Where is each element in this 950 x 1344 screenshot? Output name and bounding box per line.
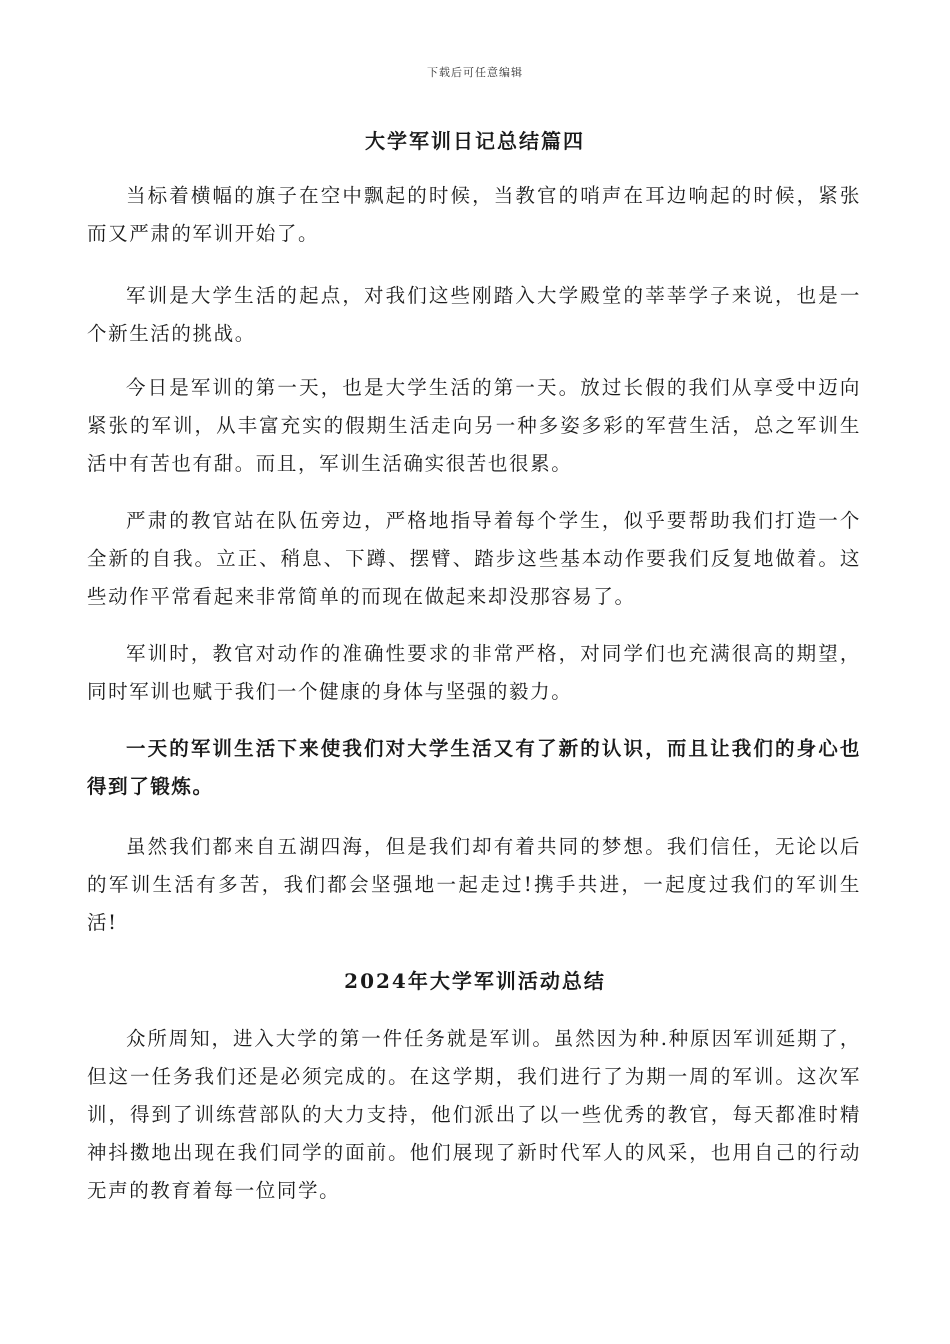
paragraph: 当标着横幅的旗子在空中飘起的时候，当教官的哨声在耳边响起的时候，紧张而又严肃的军训开始了。 <box>87 184 861 245</box>
paragraph: 虽然我们都来自五湖四海，但是我们却有着共同的梦想。我们信任，无论以后的军训生活有多苦，我们都会坚强地一起走过!携手共进，一起度过我们的军训生活! <box>87 835 861 934</box>
header-note: 下载后可任意编辑 <box>427 66 523 79</box>
section-title: 大学军训日记总结篇四 <box>365 129 585 153</box>
paragraph: 众所周知，进入大学的第一件任务就是军训。虽然因为种.种原因军训延期了，但这一任务我们还是必须完成的。在这学期，我们进行了为期一周的军训。这次军训，得到了训练营部队的大力支持，他们派出了以一些优秀的教官，每天都准时精神抖擞地出现在我们同学的面前。他们展现了新时代军人的风采，也用自己的行动无声的教育着每一位同学。 <box>87 1027 861 1202</box>
paragraph: 今日是军训的第一天，也是大学生活的第一天。放过长假的我们从享受中迈向紧张的军训，从丰富充实的假期生活走向另一种多姿多彩的军营生活，总之军训生活中有苦也有甜。而且，军训生活确实很苦也很累。 <box>87 376 861 475</box>
paragraph: 严肃的教官站在队伍旁边，严格地指导着每个学生，似乎要帮助我们打造一个全新的自我。立正、稍息、下蹲、摆臂、踏步这些基本动作要我们反复地做着。这些动作平常看起来非常简单的而现在做起来却没那容易了。 <box>87 509 861 608</box>
bold-paragraph: 一天的军训生活下来使我们对大学生活又有了新的认识，而且让我们的身心也得到了锻炼。 <box>87 737 861 798</box>
paragraph: 军训是大学生活的起点，对我们这些刚踏入大学殿堂的莘莘学子来说，也是一个新生活的挑战。 <box>87 284 861 345</box>
paragraph: 军训时，教官对动作的准确性要求的非常严格，对同学们也充满很高的期望，同时军训也赋于我们一个健康的身体与坚强的毅力。 <box>87 642 861 703</box>
section-title: 2024年大学军训活动总结 <box>344 969 606 993</box>
